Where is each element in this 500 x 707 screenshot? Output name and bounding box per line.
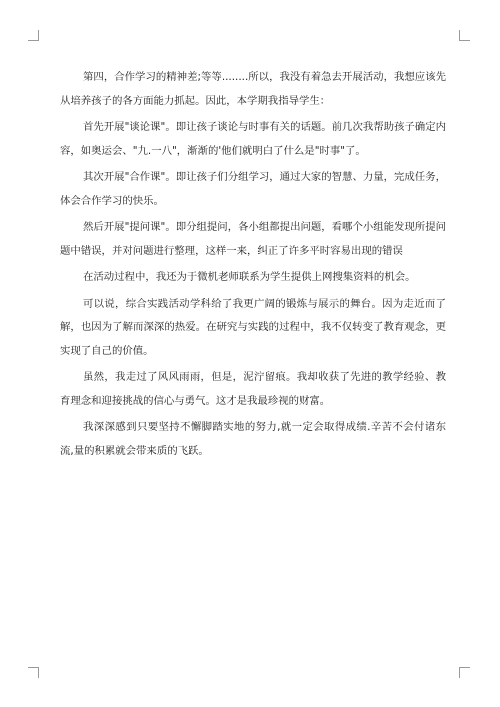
paragraph: 首先开展"谈论课"。即让孩子谈论与时事有关的话题。前几次我帮助孩子确定内容，如奥运会、"九.一八"，渐渐的'他们就明白了什么是"时事"了。	[60, 121, 446, 157]
corner-mark-top-left	[28, 30, 39, 41]
paragraph: 虽然，我走过了风风雨雨，但是，泥泞留痕。我却收获了先进的教学经验、教育理念和迎接挑战的信心与勇气。这才是我最珍视的财富。	[60, 371, 446, 407]
paragraph: 其次开展"合作课"。即让孩子们分组学习，通过大家的智慧、力量，完成任务，体会合作学习的快乐。	[60, 171, 446, 207]
corner-mark-bottom-right	[459, 667, 470, 678]
document-body	[60, 66, 446, 466]
paragraph: 第四，合作学习的精神差;等等........所以，我没有着急去开展活动，我想应该先从培养孩子的各方面能力抓起。因此，本学期我指导学生：	[60, 71, 446, 107]
paragraph: 我深深感到只要坚持不懈脚踏实地的努力,就一定会取得成绩.辛苦不会付诸东流,量的积累就会带来质的飞跃。	[60, 421, 446, 457]
corner-mark-top-right	[459, 30, 470, 41]
corner-mark-bottom-left	[28, 667, 39, 678]
paragraph: 在活动过程中，我还为于微机老师联系为学生提供上网搜集资料的机会。	[83, 271, 416, 283]
paragraph: 可以说，综合实践活动学科给了我更广阔的锻炼与展示的舞台。因为走近而了解，也因为了解而深深的热爱。在研究与实践的过程中，我不仅转变了教育观念，更实现了自己的价值。	[60, 297, 446, 357]
paragraph: 然后开展"提问课"。即分组提问，各小组都提出问题，看哪个小组能发现所提问题中错误，并对问题进行整理，这样一来，纠正了许多平时容易出现的错误	[60, 221, 446, 257]
